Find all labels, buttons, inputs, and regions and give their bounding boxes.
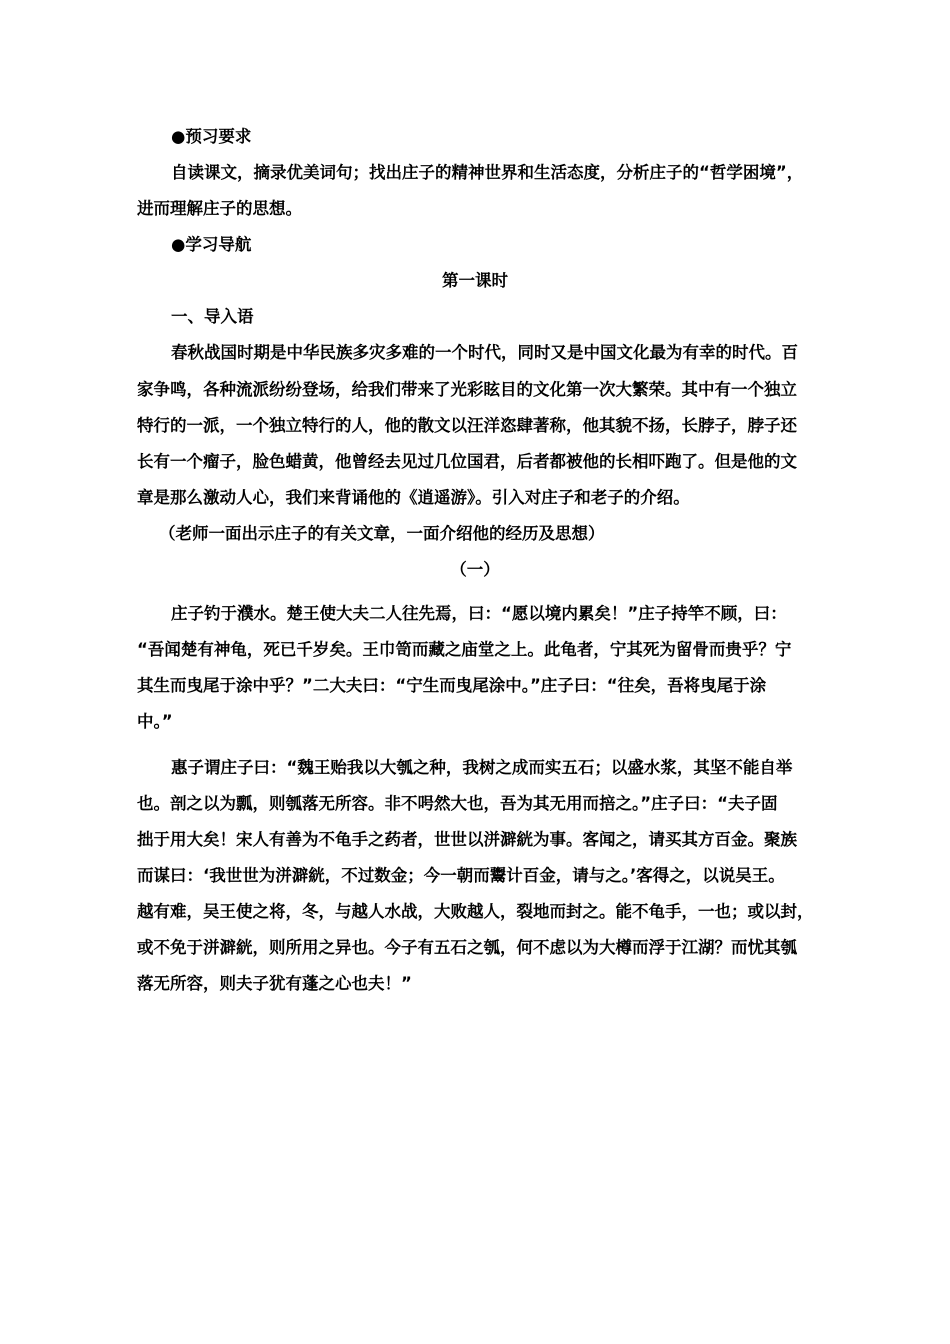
para1-line-4: 中。” — [137, 712, 173, 731]
para2-line-5: 越有难，吴王使之将，冬，与越人水战，大败越人，裂地而封之。能不龟手，一也；或以封， — [137, 902, 814, 921]
intro-line-3: 特行的一派，一个独立特行的人，他的散文以汪洋恣肆著称，他其貌不扬，长脖子，脖子还 — [137, 416, 797, 435]
para2-line-3: 拙于用大矣！宋人有善为不龟手之药者，世世以洴澼絖为事。客闻之，请买其方百金。聚族 — [137, 830, 797, 849]
guide-heading: ●学习导航 — [171, 235, 252, 254]
intro-line-1: 春秋战国时期是中华民族多灾多难的一个时代，同时又是中国文化最为有幸的时代。百 — [171, 343, 798, 362]
para1-line-1: 庄子钓于濮水。楚王使大夫二人往先焉，曰：“愿以境内累矣！”庄子持竿不顾，曰： — [171, 604, 787, 623]
part-one-label: （一） — [450, 560, 500, 579]
para2-line-2: 也。剖之以为瓢，则瓠落无所容。非不呺然大也，吾为其无用而掊之。”庄子曰：“夫子固 — [137, 794, 778, 813]
preview-line-1: 自读课文，摘录优美词句；找出庄子的精神世界和生活态度，分析庄子的“哲学困境”， — [171, 163, 804, 182]
intro-note: （老师一面出示庄子的有关文章，一面介绍他的经历及思想） — [159, 524, 605, 543]
intro-line-2: 家争鸣，各种流派纷纷登场，给我们带来了光彩眩目的文化第一次大繁荣。其中有一个独立 — [137, 380, 797, 399]
preview-line-2: 进而理解庄子的思想。 — [137, 199, 302, 218]
para2-line-4: 而谋曰：‘我世世为洴澼絖，不过数金；今一朝而鬻计百金，请与之。’客得之，以说吴王。 — [137, 866, 785, 885]
intro-heading: 一、导入语 — [171, 307, 254, 326]
intro-line-5: 章是那么激动人心，我们来背诵他的《逍遥游》。引入对庄子和老子的介绍。 — [137, 488, 690, 507]
intro-line-4: 长有一个瘤子，脸色蜡黄，他曾经去见过几位国君，后者都被他的长相吓跑了。但是他的文 — [137, 452, 797, 471]
para1-line-3: 其生而曳尾于涂中乎？”二大夫曰：“宁生而曳尾涂中。”庄子曰：“往矣，吾将曳尾于涂 — [137, 676, 767, 695]
lesson-title: 第一课时 — [442, 271, 508, 290]
para2-line-7: 落无所容，则夫子犹有蓬之心也夫！” — [137, 974, 412, 993]
para2-line-1: 惠子谓庄子曰：“魏王贻我以大瓠之种，我树之成而实五石；以盛水浆，其坚不能自举 — [171, 758, 793, 777]
para2-line-6: 或不免于洴澼絖，则所用之异也。今子有五石之瓠，何不虑以为大樽而浮于江湖？而忧其瓠 — [137, 938, 797, 957]
para1-line-2: “吾闻楚有神龟，死已千岁矣。王巾笥而藏之庙堂之上。此龟者，宁其死为留骨而贵乎？宁 — [137, 640, 792, 659]
preview-heading: ●预习要求 — [171, 127, 252, 146]
